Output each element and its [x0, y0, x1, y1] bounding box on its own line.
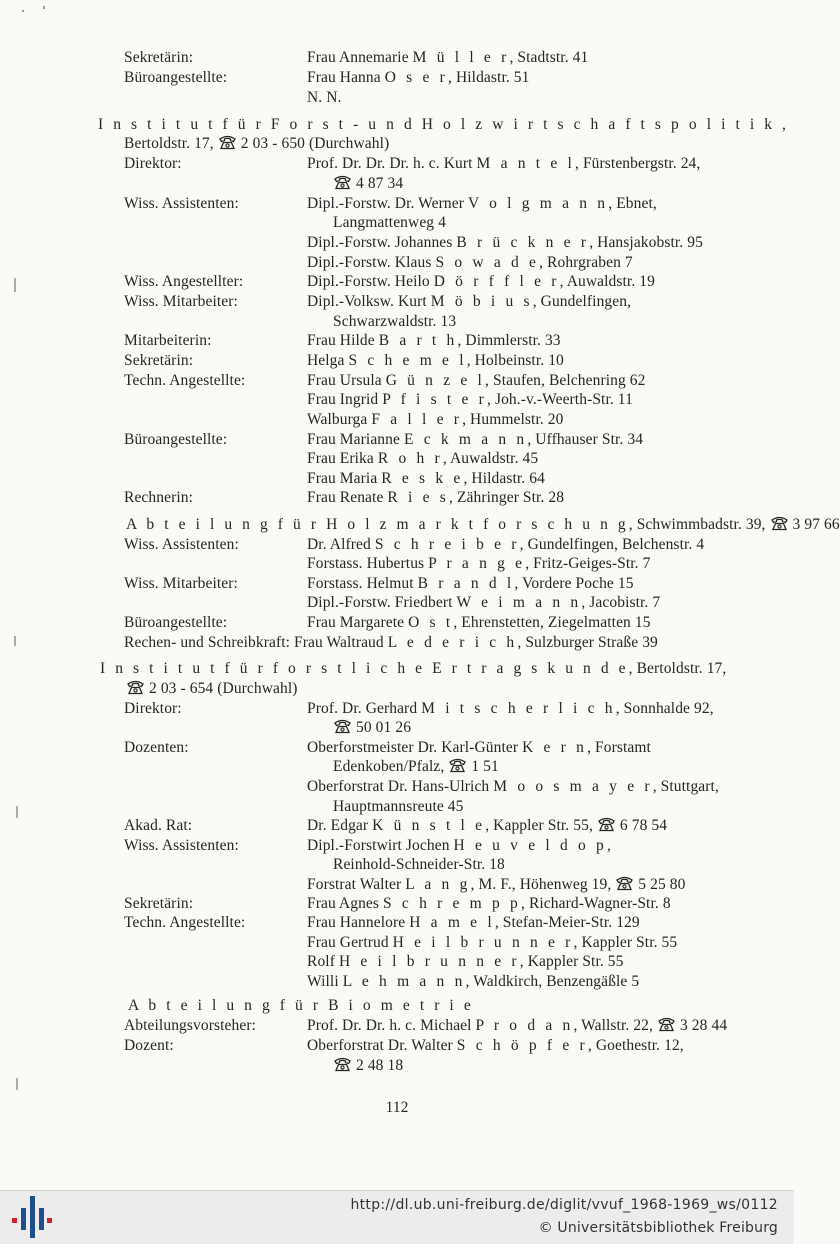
person-surname: R e s k e [381, 470, 464, 487]
person-title: Oberforstrat Dr. Hans-Ulrich [307, 778, 494, 795]
staff-entry [307, 390, 633, 410]
phone-number: 6 78 54 [619, 817, 668, 834]
role-label: Büroangestellte: [124, 69, 228, 86]
phone-line [333, 174, 403, 194]
staff-entry [307, 613, 651, 633]
telephone-icon [333, 175, 352, 190]
person-title: Frau Maria [307, 470, 382, 487]
role-label: Rechnerin: [124, 489, 194, 506]
telephone-icon [615, 876, 634, 891]
person-title: Frau Hannelore [307, 914, 410, 931]
person-title: Frau Marianne [307, 431, 404, 448]
institute-name: I n s t i t u t f ü r F o r s t - u n d H o l z w i r t s c h a f t s p o l i t i k , [98, 116, 790, 133]
department-name: A b t e i l u n g f ü r H o l z m a r k t f o r s c h u n g [126, 516, 629, 533]
person-address: , Fritz-Geiges-Str. 7 [525, 555, 651, 572]
role-label: Dozenten: [124, 739, 189, 756]
person-title: Prof. Dr. Dr. h. c. Michael [307, 1017, 476, 1034]
telephone-icon [448, 758, 467, 773]
staff-entry [307, 738, 651, 758]
person-address: , Forstamt [587, 739, 651, 756]
person-address: , Joh.-v.-Weerth-Str. 11 [487, 391, 633, 408]
staff-entry [307, 836, 611, 856]
person-address: , Hildastr. 51 [448, 69, 530, 86]
person-address: , [606, 837, 611, 854]
scan-speck [16, 806, 18, 818]
staff-entry [307, 48, 588, 68]
address-continuation [333, 757, 499, 777]
person-surname: E c k m a n n [403, 431, 528, 448]
staff-entry [307, 292, 631, 312]
person-surname: K ü n s t l e [372, 817, 486, 834]
institute-name: A b t e i l u n g f ü r B i o m e t r i e [128, 997, 474, 1014]
telephone-icon [333, 719, 352, 734]
person-address: , Uffhauser Str. 34 [527, 431, 644, 448]
person-title: Frau Margarete [307, 614, 409, 631]
person-surname: R o h r [377, 450, 443, 467]
person-address: , Jacobistr. 7 [581, 594, 661, 611]
person-address: , Waldkirch, Benzengäßle 5 [465, 973, 640, 990]
staff-entry [307, 699, 714, 719]
person-title: Helga [307, 352, 349, 369]
role-label: Wiss. Angestellter: [124, 273, 244, 290]
staff-entry [307, 1016, 727, 1036]
telephone-icon [597, 817, 616, 832]
person-surname: O s t [408, 614, 454, 631]
role-label: Direktor: [124, 155, 182, 172]
person-surname: K e r n [522, 739, 588, 756]
person-surname: V o l g m a n n [467, 195, 609, 212]
role-label: Sekretärin: [124, 895, 194, 912]
role-label: Direktor: [124, 700, 182, 717]
address-line [124, 134, 389, 154]
person-title: Prof. Dr. Gerhard [307, 700, 422, 717]
person-surname: G ü n z e l [385, 372, 486, 389]
address-continuation: Langmattenweg 4 [333, 214, 446, 231]
person-surname: M a n t e l [476, 155, 575, 172]
role-label: Rechen- und Schreibkraft: [124, 634, 295, 651]
staff-entry [307, 894, 671, 914]
staff-entry [307, 972, 639, 992]
person-address: , Ebnet, [608, 195, 657, 212]
person-title: Frau Ingrid [307, 391, 383, 408]
person-address: , Gundelfingen, Belchenstr. 4 [519, 536, 705, 553]
ub-freiburg-logo-icon [9, 1194, 53, 1240]
address-continuation: Schwarzwaldstr. 13 [333, 313, 457, 330]
staff-entry [307, 777, 719, 797]
phone-number: 3 28 44 [679, 1017, 728, 1034]
staff-entry [124, 633, 658, 653]
role-label: Dozent: [124, 1037, 174, 1054]
role-label: Mitarbeiterin: [124, 332, 212, 349]
role-label: Wiss. Assistenten: [124, 195, 239, 212]
section-heading [98, 115, 789, 135]
person-title: Willi [307, 973, 343, 990]
phone-line [333, 1056, 403, 1076]
person-surname: F a l l e r [371, 411, 463, 428]
person-surname: H e i l b r u n n e r [338, 953, 520, 970]
person-surname: L e h m a n n [342, 973, 466, 990]
role-label: Techn. Angestellte: [124, 914, 246, 931]
staff-entry [307, 410, 564, 430]
person-address: , Auwaldstr. 19 [559, 273, 655, 290]
person-address: , Kappler Str. 55 [519, 953, 624, 970]
person-surname: R i e s [387, 489, 449, 506]
staff-entry [307, 574, 634, 594]
person-address: , Sonnhalde 92, [615, 700, 714, 717]
phone-number: 5 25 80 [638, 876, 686, 893]
person-title: Dipl.-Forstw. Dr. Werner [307, 195, 468, 212]
address-continuation: Hauptmannsreute 45 [333, 798, 464, 815]
person-title: Frau Hanna [307, 69, 385, 86]
person-surname: S o w a d e [435, 254, 540, 271]
institute-name: I n s t i t u t f ü r f o r s t l i c h e E r t r a g s k u n d e [100, 660, 629, 677]
person-surname: O s e r [384, 69, 449, 86]
role-label: Wiss. Mitarbeiter: [124, 293, 238, 310]
person-surname: M o o s m a y e r [493, 778, 653, 795]
person-address: , Fürstenbergstr. 24, [575, 155, 701, 172]
phone-number: 50 01 26 [356, 719, 412, 736]
role-label: Techn. Angestellte: [124, 372, 246, 389]
person-title: Dipl.-Forstw. Johannes [307, 234, 457, 251]
person-surname: S c h r e i b e r [374, 536, 520, 553]
person-address: , Rohrgraben 7 [539, 254, 633, 271]
person-address: , Staufen, Belchenring 62 [485, 372, 646, 389]
scan-speck [43, 6, 45, 9]
person-address: , Hansjakobstr. 95 [589, 234, 703, 251]
staff-entry [307, 449, 538, 469]
staff-entry [307, 233, 703, 253]
telephone-icon [657, 1017, 676, 1032]
staff-entry [307, 154, 700, 174]
person-surname: B r ü c k n e r [456, 234, 590, 251]
staff-entry [307, 554, 650, 574]
person-address: , Vordere Poche 15 [514, 575, 634, 592]
person-surname: P r a n g e [428, 555, 526, 572]
scan-speck [14, 636, 16, 646]
person-address: , Stuttgart, [652, 778, 719, 795]
telephone-icon [126, 680, 145, 695]
staff-entry [307, 875, 686, 895]
person-title: Frau Erika [307, 450, 378, 467]
department-address: , Schwimmbadstr. 39, [628, 516, 770, 533]
person-title: Frau Renate [307, 489, 388, 506]
person-address: , Hummelstr. 20 [462, 411, 564, 428]
person-surname: W e i m a n n [456, 594, 582, 611]
person-title: Frau Agnes [307, 895, 384, 912]
staff-entry [307, 469, 545, 489]
source-url-link[interactable]: http://dl.ub.uni-freiburg.de/diglit/vvuf_1968-1969_ws/0112 [350, 1197, 778, 1213]
staff-entry [307, 933, 677, 953]
role-label: Sekretärin: [124, 352, 194, 369]
person-address: , Stefan-Meier-Str. 129 [494, 914, 640, 931]
staff-entry [307, 430, 643, 450]
staff-entry [307, 351, 564, 371]
phone-line [333, 718, 411, 738]
person-address: , Holbeinstr. 10 [466, 352, 564, 369]
phone-number: 4 87 34 [356, 175, 404, 192]
person-address: , Hildastr. 64 [463, 470, 545, 487]
person-surname: B a r t h [378, 332, 458, 349]
person-title: Dipl.-Forstwirt Jochen [307, 837, 454, 854]
person-title: Frau Ursula [307, 372, 386, 389]
person-title: Walburga [307, 411, 372, 428]
staff-entry [307, 1036, 684, 1056]
scan-speck [14, 278, 16, 292]
staff-entry [307, 331, 561, 351]
person-surname: H e i l b r u n n e r [392, 934, 574, 951]
person-title: Oberforstmeister Dr. Karl-Günter [307, 739, 523, 756]
staff-entry [307, 194, 657, 214]
phone-number: 1 51 [471, 758, 499, 775]
staff-entry [307, 816, 667, 836]
person-surname: P r o d a n [475, 1017, 574, 1034]
person-title: Forstass. Hubertus [307, 555, 429, 572]
person-title: Forstass. Helmut [307, 575, 418, 592]
person-surname: S c h r e m p p [383, 895, 521, 912]
person-address: , Sulzburger Straße 39 [517, 634, 658, 651]
phone-number: 2 48 18 [356, 1057, 404, 1074]
page-number: 112 [385, 1099, 409, 1116]
person-title: Prof. Dr. Dr. Dr. h. c. Kurt [307, 155, 477, 172]
person-address: , Auwaldstr. 45 [442, 450, 539, 467]
staff-entry [307, 88, 342, 108]
person-surname: L a n g [405, 876, 471, 893]
person-address: , Stadtstr. 41 [509, 49, 589, 66]
telephone-icon [333, 1057, 352, 1072]
person-title: Frau Waltraud [294, 634, 388, 651]
person-surname: S c h e m e l [348, 352, 467, 369]
staff-entry [307, 952, 624, 972]
person-title: Dr. Edgar [307, 817, 373, 834]
person-address: , Gundelfingen, [532, 293, 632, 310]
person-title: N. N. [307, 89, 342, 106]
person-address: , Dimmlerstr. 33 [457, 332, 561, 349]
person-surname: H e u v e l d o p [453, 837, 607, 854]
person-title: Dr. Alfred [307, 536, 375, 553]
person-address: , Kappler Str. 55, [485, 817, 597, 834]
person-surname: B r a n d l [417, 575, 515, 592]
copyright-notice: © Universitätsbibliothek Freiburg [538, 1220, 778, 1236]
scan-speck [22, 10, 24, 12]
telephone-icon [770, 516, 789, 531]
role-label: Wiss. Assistenten: [124, 536, 239, 553]
staff-entry [307, 272, 655, 292]
person-address: , Goethestr. 12, [587, 1037, 684, 1054]
person-title: Dipl.-Forstw. Friedbert [307, 594, 457, 611]
address-text: Bertoldstr. 17, [124, 135, 218, 152]
person-address: , Kappler Str. 55 [573, 934, 678, 951]
staff-entry [307, 68, 530, 88]
person-title: Frau Hilde [307, 332, 379, 349]
section-heading [128, 996, 474, 1016]
person-address: , M. F., Höhenweg 19, [470, 876, 616, 893]
address-continuation: Reinhold-Schneider-Str. 18 [333, 856, 505, 873]
person-surname: D ö r f f l e r [433, 273, 560, 290]
scan-speck [16, 1078, 18, 1090]
staff-entry [307, 593, 660, 613]
person-title: Oberforstrat Dr. Walter [307, 1037, 457, 1054]
person-surname: P f i s t e r [382, 391, 487, 408]
telephone-icon [218, 135, 237, 150]
staff-entry [307, 253, 633, 273]
person-address: , Richard-Wagner-Str. 8 [521, 895, 671, 912]
person-title: Frau Annemarie [307, 49, 413, 66]
person-surname: M i t s c h e r l i c h [421, 700, 616, 717]
section-heading [100, 659, 726, 679]
person-address: , Ehrenstetten, Ziegelmatten 15 [453, 614, 651, 631]
person-address: , Zähringer Str. 28 [449, 489, 565, 506]
department-heading [126, 515, 840, 535]
person-surname: H a m e l [409, 914, 495, 931]
person-surname: S c h ö p f e r [456, 1037, 588, 1054]
phone-number: 3 97 66 [792, 516, 840, 533]
person-title: Forstrat Walter [307, 876, 406, 893]
address-text: Edenkoben/Pfalz, [333, 758, 449, 775]
staff-entry [307, 488, 564, 508]
phone-number: 2 03 - 654 (Durchwahl) [149, 680, 298, 697]
person-address: , Wallstr. 22, [573, 1017, 657, 1034]
role-label: Sekretärin: [124, 49, 194, 66]
role-label: Büroangestellte: [124, 431, 228, 448]
role-label: Akad. Rat: [124, 817, 193, 834]
person-surname: M ü l l e r [412, 49, 510, 66]
staff-entry [307, 535, 704, 555]
staff-entry [307, 913, 640, 933]
library-footer [0, 1190, 794, 1244]
institute-address: , Bertoldstr. 17, [628, 660, 727, 677]
role-label: Wiss. Mitarbeiter: [124, 575, 238, 592]
role-label: Abteilungsvorsteher: [124, 1017, 257, 1034]
role-label: Wiss. Assistenten: [124, 837, 239, 854]
person-surname: L e d e r i c h [387, 634, 518, 651]
person-title: Frau Gertrud [307, 934, 393, 951]
person-title: Dipl.-Forstw. Heilo [307, 273, 434, 290]
address-line [126, 679, 298, 699]
phone-number: 2 03 - 650 (Durchwahl) [240, 135, 390, 152]
person-title: Dipl.-Volksw. Kurt [307, 293, 431, 310]
role-label: Büroangestellte: [124, 614, 228, 631]
staff-entry [307, 371, 646, 391]
person-surname: M ö b i u s [430, 293, 533, 310]
person-title: Rolf [307, 953, 339, 970]
person-title: Dipl.-Forstw. Klaus [307, 254, 436, 271]
